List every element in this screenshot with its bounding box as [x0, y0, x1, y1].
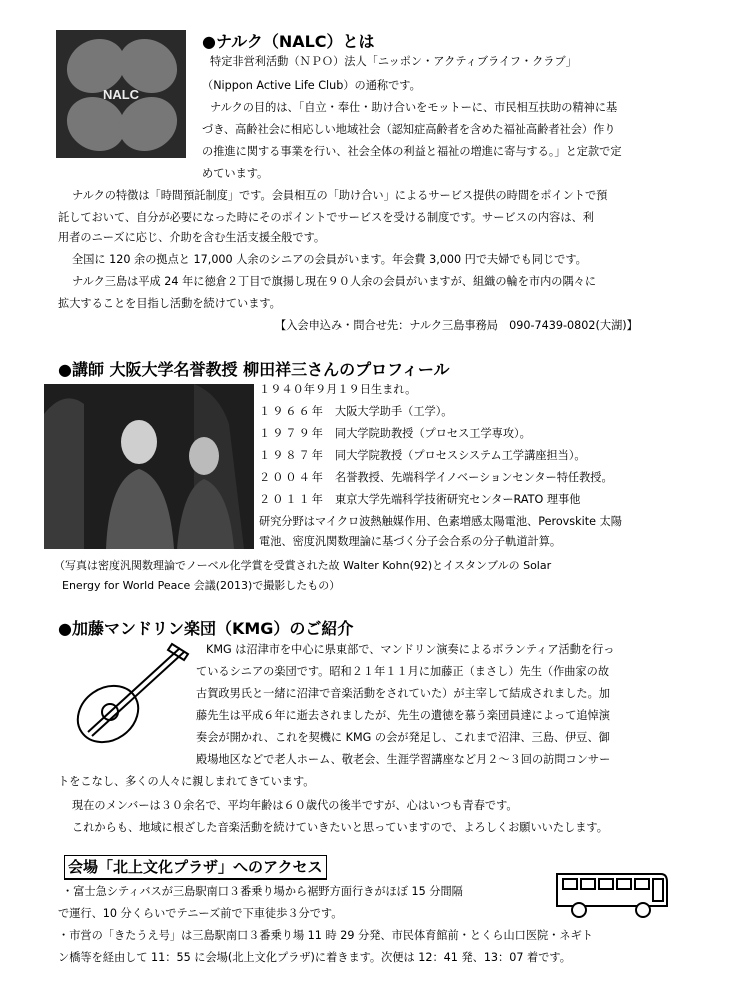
career-year: １９６６年 — [259, 405, 325, 418]
kmg-line-7: 現在のメンバーは３０余名で、平均年齢は６０歳代の後半ですが、心はいつも青春です。 — [72, 799, 518, 812]
lecturer-heading: ●講師 大阪大学名誉教授 柳田祥三さんのプロフィール — [58, 360, 450, 379]
career-row — [259, 424, 531, 444]
nalc-contact: 【入会申込み・問合せ先：ナルク三島事務局 090-7439-0802(大湖)】 — [275, 319, 638, 332]
career-text: 大阪大学助手（工学）。 — [335, 405, 453, 418]
kmg-line-1: ているシニアの楽団です。昭和２１年１１月に加藤正（まさし）先生（作曲家の故 — [196, 665, 610, 678]
career-row — [259, 490, 580, 510]
kmg-line-2: 古賀政男氏と一緒に沼津で音楽活動をされていた）が主宰して結成されました。加 — [196, 687, 610, 700]
career-text: 同大学院教授（プロセスシステム工学講座担当）。 — [335, 449, 586, 462]
career-row — [259, 446, 586, 466]
access-line-1: で運行、10 分くらいでテニーズ前で下車徒歩３分です。 — [58, 907, 343, 920]
kmg-heading: ●加藤マンドリン楽団（KMG）のご紹介 — [58, 619, 354, 638]
access-line-2: ・市営の「きたうえ号」は三島駅南口３番乗り場 11 時 29 分発、市民体育館前・とくら山口医院・ネギト — [58, 929, 593, 942]
lecturer-born: １９４０年９月１９日生まれ。 — [259, 383, 417, 396]
access-line-0: ・富士急シティバスが三島駅南口３番乗り場から裾野方面行きがほぼ 15 分間隔 — [62, 885, 463, 898]
career-text: 名誉教授、先端科学イノベーションセンター特任教授。 — [335, 471, 613, 484]
kmg-line-5: 殿場地区などで老人ホーム、敬老会、生涯学習講座など月２～３回の訪問コンサー — [196, 753, 611, 766]
nalc-line-7: 託しておいて、自分が必要になった時にそのポイントでサービスを受ける制度です。サービスの内容は、利 — [58, 211, 594, 224]
nalc-line-5: めています。 — [202, 167, 269, 180]
nalc-line-8: 用者のニーズに応じ、介助を含む生活支援全般です。 — [58, 231, 326, 244]
career-row — [259, 402, 452, 422]
career-year: １９７９年 — [259, 427, 325, 440]
kmg-line-6: トをこなし、多くの人々に親しまれてきています。 — [58, 775, 315, 788]
nalc-line-11: 拡大することを目指し活動を続けています。 — [58, 297, 281, 310]
kmg-line-4: 奏会が開かれ、これを契機に KMG の会が発足し、これまで沼津、三島、伊豆、御 — [196, 731, 610, 744]
kmg-line-0: KMG は沼津市を中心に県東部で、マンドリン演奏によるボランティア活動を行っ — [206, 643, 615, 656]
access-heading: 会場「北上文化プラザ」へのアクセス — [64, 855, 327, 880]
nalc-heading: ●ナルク（NALC）とは — [202, 32, 375, 51]
photo-caption-1: Energy for World Peace 会議(2013)で撮影したもの） — [62, 579, 341, 592]
bus-icon — [553, 868, 671, 920]
nalc-line-0: 特定非営利活動（ＮＰＯ）法人「ニッポン・アクティブライフ・クラブ」 — [210, 55, 577, 68]
nalc-line-4: の推進に関する事業を行い、社会全体の利益と福祉の増進に寄与する。」と定款で定 — [202, 145, 622, 158]
research-line-1: 電池、密度汎関数理論に基づく分子会合系の分子軌道計算。 — [259, 535, 562, 548]
career-row — [259, 468, 613, 488]
career-text: 東京大学先端科学技術研究センターRATO 理事他 — [335, 493, 581, 506]
research-line-0: 研究分野はマイクロ波熱触媒作用、色素増感太陽電池、Perovskite 太陽 — [259, 515, 622, 528]
lecturer-photo — [44, 384, 254, 549]
nalc-line-9: 全国に 120 余の拠点と 17,000 人余のシニアの会員がいます。年会費 3,000 円で夫婦でも同じです。 — [72, 253, 587, 266]
career-year: ２０１１年 — [259, 493, 325, 506]
nalc-line-10: ナルク三島は平成 24 年に徳倉２丁目で旗揚し現在９０人余の会員がいますが、組織の輪を市内の隅々に — [72, 275, 597, 288]
nalc-logo-text: NALC — [102, 87, 140, 102]
kmg-line-8: これからも、地域に根ざした音楽活動を続けていきたいと思っていますので、よろしくお願いいたします。 — [72, 821, 608, 834]
career-year: ２００４年 — [259, 471, 325, 484]
career-year: １９８７年 — [259, 449, 325, 462]
career-text: 同大学院助教授（プロセス工学専攻）。 — [335, 427, 531, 440]
kmg-line-3: 藤先生は平成６年に逝去されましたが、先生の遺徳を慕う楽団員達によって追悼演 — [196, 709, 610, 722]
nalc-line-6: ナルクの特徴は「時間預託制度」です。会員相互の「助け合い」によるサービス提供の時間をポイントで預 — [72, 189, 608, 202]
photo-caption-0: （写真は密度汎関数理論でノーベル化学賞を受賞された故 Walter Kohn(92)とイスタンブルの Solar — [54, 559, 552, 572]
mandolin-icon — [68, 640, 192, 750]
nalc-line-1: （Nippon Active Life Club）の通称です。 — [202, 79, 421, 92]
nalc-line-3: づき、高齢社会に相応しい地域社会（認知症高齢者を含めた福祉高齢者社会）作り — [202, 123, 616, 136]
nalc-logo — [56, 30, 186, 158]
access-line-3: ン橋等を経由して 11：55 に会場(北上文化プラザ)に着きます。次便は 12：41 発、13：07 着です。 — [58, 951, 571, 964]
nalc-line-2: ナルクの目的は、「自立・奉仕・助け合いをモットーに、市民相互扶助の精神に基 — [210, 101, 618, 114]
